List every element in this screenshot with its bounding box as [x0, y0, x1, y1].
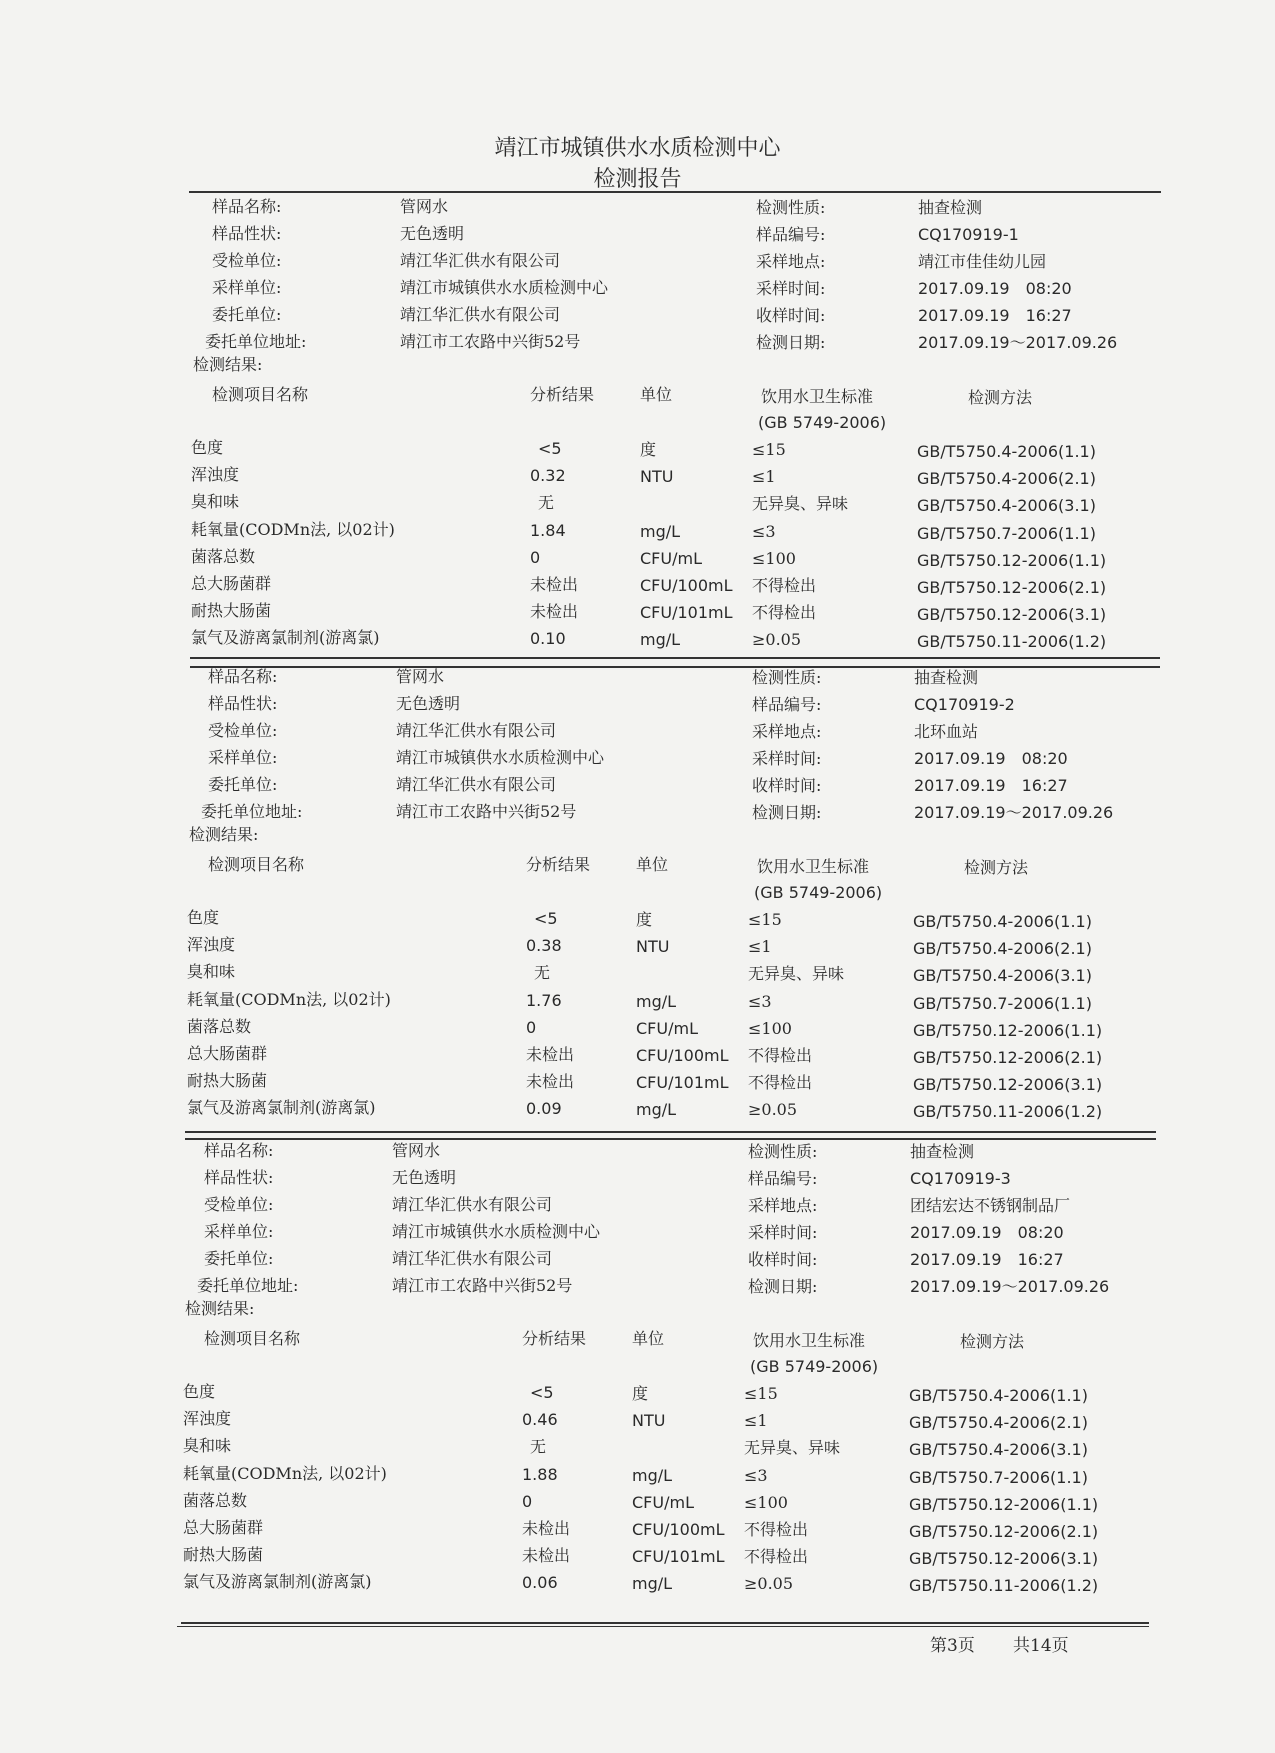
value-sampling-time: 2017.09.19 08:20: [910, 1223, 1064, 1242]
header-method: 检测方法: [964, 858, 1029, 877]
value-receive-time: 2017.09.19 16:27: [910, 1250, 1064, 1269]
item-method: GB/T5750.4-2006(2.1): [917, 469, 1096, 488]
value-sample-state: 无色透明: [396, 694, 461, 713]
item-name: 氯气及游离氯制剂(游离氯): [187, 1098, 376, 1117]
header-result: 分析结果: [526, 855, 591, 874]
item-standard: ≤1: [748, 937, 772, 956]
item-method: GB/T5750.11-2006(1.2): [917, 632, 1107, 651]
item-unit: mg/L: [640, 630, 681, 649]
item-method: GB/T5750.4-2006(3.1): [917, 496, 1096, 515]
item-standard: ≤3: [752, 522, 776, 541]
value-sample-no: CQ170919-1: [918, 225, 1019, 244]
label-inspected-unit: 受检单位:: [208, 721, 278, 740]
item-unit: mg/L: [632, 1574, 673, 1593]
item-standard: ≥0.05: [748, 1100, 798, 1119]
header-unit: 单位: [640, 385, 673, 404]
item-method: GB/T5750.4-2006(2.1): [913, 939, 1092, 958]
item-standard: ≤3: [748, 992, 772, 1011]
value-client-address: 靖江市工农路中兴街52号: [392, 1276, 573, 1295]
label-sampling-site: 采样地点:: [756, 252, 826, 271]
results-heading: 检测结果:: [189, 825, 259, 844]
header-result: 分析结果: [530, 385, 595, 404]
label-test-date: 检测日期:: [752, 803, 822, 822]
item-standard: 不得检出: [752, 576, 817, 595]
label-sampling-time: 采样时间:: [752, 749, 822, 768]
item-result: 0.09: [526, 1099, 562, 1118]
header-item: 检测项目名称: [204, 1329, 301, 1348]
section-rule: [185, 1131, 1156, 1133]
item-result: 无: [534, 963, 551, 982]
item-name: 氯气及游离氯制剂(游离氯): [183, 1572, 372, 1591]
label-sampling-unit: 采样单位:: [204, 1222, 274, 1241]
value-sampling-unit: 靖江市城镇供水水质检测中心: [396, 748, 605, 767]
value-sampling-site: 团结宏达不锈钢制品厂: [910, 1196, 1071, 1215]
label-sample-name: 样品名称:: [208, 667, 278, 686]
report-title: 检测报告: [593, 167, 682, 192]
item-unit: 度: [640, 440, 657, 459]
value-sampling-unit: 靖江市城镇供水水质检测中心: [392, 1222, 601, 1241]
item-standard: ≤100: [748, 1019, 792, 1038]
item-result: 未检出: [522, 1546, 571, 1565]
value-sampling-time: 2017.09.19 08:20: [918, 279, 1072, 298]
header-method: 检测方法: [960, 1332, 1025, 1351]
item-name: 色度: [183, 1382, 216, 1401]
item-name: 耐热大肠菌: [183, 1545, 264, 1564]
label-receive-time: 收样时间:: [748, 1250, 818, 1269]
value-test-date: 2017.09.19～2017.09.26: [914, 803, 1114, 822]
label-sampling-site: 采样地点:: [748, 1196, 818, 1215]
item-result: 0: [526, 1018, 537, 1037]
item-name: 耐热大肠菌: [187, 1071, 268, 1090]
item-result: 0.06: [522, 1573, 558, 1592]
item-standard: 不得检出: [752, 603, 817, 622]
value-test-type: 抽查检测: [918, 198, 983, 217]
item-unit: mg/L: [636, 992, 677, 1011]
results-heading: 检测结果:: [185, 1299, 255, 1318]
item-name: 色度: [187, 908, 220, 927]
value-inspected-unit: 靖江华汇供水有限公司: [400, 251, 561, 270]
item-result: 0.38: [526, 936, 562, 955]
item-result: 0.46: [522, 1410, 558, 1429]
section-rule: [181, 1622, 1149, 1624]
item-unit: 度: [636, 910, 653, 929]
label-sample-name: 样品名称:: [204, 1141, 274, 1160]
value-test-type: 抽查检测: [914, 668, 979, 687]
item-result: 1.76: [526, 991, 562, 1010]
top-rule: [189, 191, 1161, 193]
item-method: GB/T5750.4-2006(3.1): [909, 1440, 1088, 1459]
item-unit: CFU/mL: [632, 1493, 694, 1512]
item-unit: CFU/101mL: [636, 1073, 729, 1092]
label-test-type: 检测性质:: [752, 668, 822, 687]
item-method: GB/T5750.12-2006(1.1): [909, 1495, 1099, 1514]
value-inspected-unit: 靖江华汇供水有限公司: [392, 1195, 553, 1214]
label-sample-state: 样品性状:: [208, 694, 278, 713]
page-number: 第3页: [930, 1636, 975, 1656]
item-name: 氯气及游离氯制剂(游离氯): [191, 628, 380, 647]
sample-section-1: [0, 197, 1275, 667]
header-standard: 饮用水卫生标准: [761, 387, 874, 406]
item-standard: ≤15: [752, 440, 786, 459]
item-name: 色度: [191, 438, 224, 457]
item-unit: CFU/101mL: [640, 603, 733, 622]
value-test-date: 2017.09.19～2017.09.26: [910, 1277, 1110, 1296]
item-method: GB/T5750.4-2006(1.1): [917, 442, 1096, 461]
item-unit: CFU/mL: [636, 1019, 698, 1038]
label-sample-state: 样品性状:: [212, 224, 282, 243]
item-standard: ≤1: [752, 467, 776, 486]
label-sampling-site: 采样地点:: [752, 722, 822, 741]
item-name: 菌落总数: [191, 547, 256, 566]
item-method: GB/T5750.12-2006(1.1): [913, 1021, 1103, 1040]
label-client-address: 委托单位地址:: [197, 1276, 299, 1295]
value-sampling-time: 2017.09.19 08:20: [914, 749, 1068, 768]
item-method: GB/T5750.11-2006(1.2): [913, 1102, 1103, 1121]
value-sample-no: CQ170919-3: [910, 1169, 1011, 1188]
value-client-address: 靖江市工农路中兴街52号: [396, 802, 577, 821]
item-name: 总大肠菌群: [191, 574, 272, 593]
item-standard: ≤15: [744, 1384, 778, 1403]
value-client-unit: 靖江华汇供水有限公司: [396, 775, 557, 794]
item-standard: ≥0.05: [744, 1574, 794, 1593]
item-result: 0.10: [530, 629, 566, 648]
label-sample-no: 样品编号:: [752, 695, 822, 714]
label-test-type: 检测性质:: [748, 1142, 818, 1161]
item-name: 耗氧量(CODMn法, 以02计): [191, 520, 395, 539]
header-standard: 饮用水卫生标准: [753, 1331, 866, 1350]
value-sample-state: 无色透明: [400, 224, 465, 243]
item-unit: CFU/100mL: [636, 1046, 729, 1065]
item-name: 臭和味: [183, 1436, 232, 1455]
value-sampling-site: 北环血站: [914, 722, 979, 741]
item-standard: 不得检出: [744, 1547, 809, 1566]
label-client-unit: 委托单位:: [212, 305, 282, 324]
item-method: GB/T5750.4-2006(1.1): [913, 912, 1092, 931]
label-inspected-unit: 受检单位:: [212, 251, 282, 270]
label-test-date: 检测日期:: [756, 333, 826, 352]
item-unit: CFU/mL: [640, 549, 702, 568]
item-standard: 无异臭、异味: [748, 964, 845, 983]
label-sampling-time: 采样时间:: [748, 1223, 818, 1242]
item-unit: NTU: [636, 937, 670, 956]
item-method: GB/T5750.12-2006(2.1): [909, 1522, 1099, 1541]
item-unit: CFU/100mL: [632, 1520, 725, 1539]
label-receive-time: 收样时间:: [752, 776, 822, 795]
item-method: GB/T5750.12-2006(3.1): [909, 1549, 1099, 1568]
value-sampling-unit: 靖江市城镇供水水质检测中心: [400, 278, 609, 297]
item-result: <5: [538, 439, 562, 458]
label-sampling-unit: 采样单位:: [212, 278, 282, 297]
item-name: 菌落总数: [187, 1017, 252, 1036]
item-result: 未检出: [526, 1072, 575, 1091]
value-sample-name: 管网水: [392, 1141, 441, 1160]
label-sample-no: 样品编号:: [748, 1169, 818, 1188]
header-unit: 单位: [632, 1329, 665, 1348]
item-standard: ≤3: [744, 1466, 768, 1485]
sample-section-3: [0, 1141, 1267, 1611]
item-name: 总大肠菌群: [187, 1044, 268, 1063]
item-result: 未检出: [530, 575, 579, 594]
header-standard: 饮用水卫生标准: [757, 857, 870, 876]
item-unit: mg/L: [636, 1100, 677, 1119]
item-method: GB/T5750.11-2006(1.2): [909, 1576, 1099, 1595]
header-standard-code: (GB 5749-2006): [750, 1357, 879, 1376]
item-name: 浑浊度: [191, 465, 240, 484]
item-name: 臭和味: [187, 962, 236, 981]
item-method: GB/T5750.12-2006(3.1): [917, 605, 1107, 624]
item-name: 菌落总数: [183, 1491, 248, 1510]
label-client-unit: 委托单位:: [204, 1249, 274, 1268]
header-item: 检测项目名称: [212, 385, 309, 404]
value-test-type: 抽查检测: [910, 1142, 975, 1161]
item-standard: 不得检出: [744, 1520, 809, 1539]
item-method: GB/T5750.4-2006(1.1): [909, 1386, 1088, 1405]
report-org-title: 靖江市城镇供水水质检测中心: [494, 136, 781, 161]
item-standard: ≤100: [752, 549, 796, 568]
value-client-unit: 靖江华汇供水有限公司: [392, 1249, 553, 1268]
value-receive-time: 2017.09.19 16:27: [918, 306, 1072, 325]
item-result: 未检出: [526, 1045, 575, 1064]
label-sampling-time: 采样时间:: [756, 279, 826, 298]
item-method: GB/T5750.12-2006(1.1): [917, 551, 1107, 570]
item-result: 无: [530, 1437, 547, 1456]
label-inspected-unit: 受检单位:: [204, 1195, 274, 1214]
item-method: GB/T5750.7-2006(1.1): [917, 524, 1096, 543]
item-method: GB/T5750.7-2006(1.1): [913, 994, 1092, 1013]
item-standard: 无异臭、异味: [744, 1438, 841, 1457]
item-result: <5: [534, 909, 558, 928]
item-result: 0: [522, 1492, 533, 1511]
value-receive-time: 2017.09.19 16:27: [914, 776, 1068, 795]
item-result: <5: [530, 1383, 554, 1402]
item-result: 1.88: [522, 1465, 558, 1484]
label-test-date: 检测日期:: [748, 1277, 818, 1296]
item-name: 耗氧量(CODMn法, 以02计): [183, 1464, 387, 1483]
value-sample-no: CQ170919-2: [914, 695, 1015, 714]
item-result: 未检出: [522, 1519, 571, 1538]
label-receive-time: 收样时间:: [756, 306, 826, 325]
value-inspected-unit: 靖江华汇供水有限公司: [396, 721, 557, 740]
item-result: 未检出: [530, 602, 579, 621]
header-unit: 单位: [636, 855, 669, 874]
item-standard: ≤100: [744, 1493, 788, 1512]
item-result: 无: [538, 493, 555, 512]
item-method: GB/T5750.4-2006(2.1): [909, 1413, 1088, 1432]
label-sampling-unit: 采样单位:: [208, 748, 278, 767]
value-sample-state: 无色透明: [392, 1168, 457, 1187]
label-sample-no: 样品编号:: [756, 225, 826, 244]
item-method: GB/T5750.12-2006(2.1): [917, 578, 1107, 597]
item-method: GB/T5750.12-2006(2.1): [913, 1048, 1103, 1067]
item-method: GB/T5750.12-2006(3.1): [913, 1075, 1103, 1094]
value-test-date: 2017.09.19～2017.09.26: [918, 333, 1118, 352]
results-heading: 检测结果:: [193, 355, 263, 374]
label-client-unit: 委托单位:: [208, 775, 278, 794]
label-client-address: 委托单位地址:: [205, 332, 307, 351]
item-name: 臭和味: [191, 492, 240, 511]
header-item: 检测项目名称: [208, 855, 305, 874]
item-standard: ≥0.05: [752, 630, 802, 649]
value-sampling-site: 靖江市佳佳幼儿园: [918, 252, 1047, 271]
section-rule: [190, 666, 1160, 668]
item-result: 0: [530, 548, 541, 567]
page-total: 共14页: [1013, 1636, 1069, 1656]
item-name: 耐热大肠菌: [191, 601, 272, 620]
bottom-rule: [177, 1626, 1149, 1627]
value-sample-name: 管网水: [400, 197, 449, 216]
header-standard-code: (GB 5749-2006): [758, 413, 887, 432]
section-rule: [185, 1138, 1156, 1140]
item-standard: ≤15: [748, 910, 782, 929]
item-name: 浑浊度: [183, 1409, 232, 1428]
item-name: 总大肠菌群: [183, 1518, 264, 1537]
sample-section-2: [0, 667, 1271, 1137]
item-name: 浑浊度: [187, 935, 236, 954]
item-method: GB/T5750.7-2006(1.1): [909, 1468, 1088, 1487]
value-client-address: 靖江市工农路中兴街52号: [400, 332, 581, 351]
item-standard: 不得检出: [748, 1046, 813, 1065]
item-result: 1.84: [530, 521, 566, 540]
item-unit: NTU: [640, 467, 674, 486]
label-sample-state: 样品性状:: [204, 1168, 274, 1187]
value-client-unit: 靖江华汇供水有限公司: [400, 305, 561, 324]
item-result: 0.32: [530, 466, 566, 485]
item-standard: 无异臭、异味: [752, 494, 849, 513]
label-test-type: 检测性质:: [756, 198, 826, 217]
label-client-address: 委托单位地址:: [201, 802, 303, 821]
section-rule: [190, 657, 1160, 659]
label-sample-name: 样品名称:: [212, 197, 282, 216]
header-standard-code: (GB 5749-2006): [754, 883, 883, 902]
item-standard: 不得检出: [748, 1073, 813, 1092]
item-name: 耗氧量(CODMn法, 以02计): [187, 990, 391, 1009]
item-unit: CFU/101mL: [632, 1547, 725, 1566]
item-unit: 度: [632, 1384, 649, 1403]
item-standard: ≤1: [744, 1411, 768, 1430]
header-method: 检测方法: [968, 388, 1033, 407]
item-method: GB/T5750.4-2006(3.1): [913, 966, 1092, 985]
item-unit: CFU/100mL: [640, 576, 733, 595]
item-unit: NTU: [632, 1411, 666, 1430]
item-unit: mg/L: [632, 1466, 673, 1485]
header-result: 分析结果: [522, 1329, 587, 1348]
item-unit: mg/L: [640, 522, 681, 541]
value-sample-name: 管网水: [396, 667, 445, 686]
